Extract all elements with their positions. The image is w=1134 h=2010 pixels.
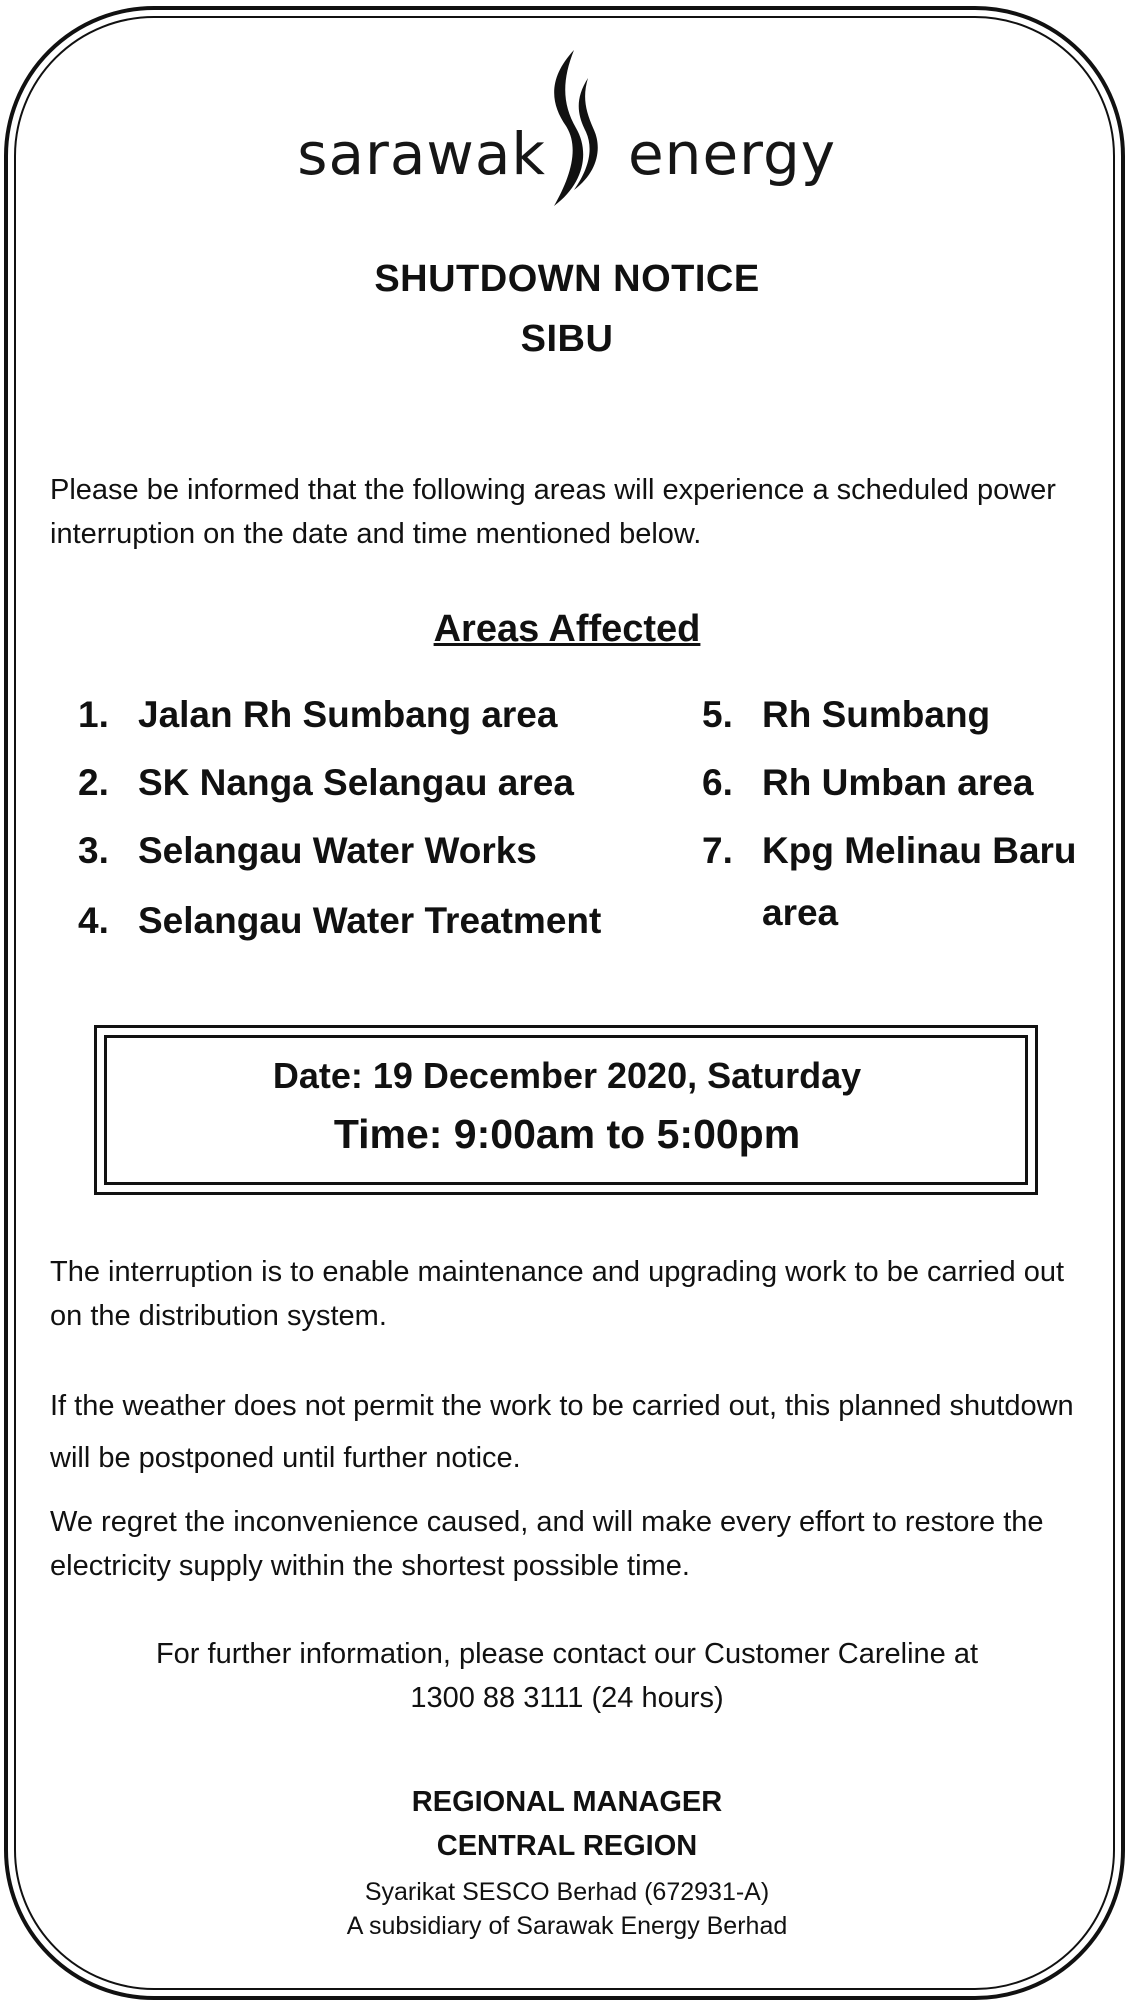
area-item-1: [78, 694, 557, 736]
areas-heading: Areas Affected: [433, 608, 701, 650]
area-item-5: [702, 694, 990, 736]
area-name: Selangau Water Works: [138, 830, 537, 871]
area-number: 3.: [78, 830, 109, 871]
logo-word-energy: energy: [628, 120, 837, 188]
notice-location: SIBU: [520, 318, 614, 360]
company-name: Syarikat SESCO Berhad (672931-A): [364, 1878, 770, 1906]
area-number: 2.: [78, 762, 109, 803]
area-name: Rh Umban area: [762, 762, 1034, 803]
area-name: Jalan Rh Sumbang area: [138, 694, 558, 735]
shutdown-time: Time: 9:00am to 5:00pm: [333, 1111, 801, 1157]
area-item-7-continuation: area: [762, 892, 839, 933]
area-number: 5.: [702, 694, 733, 735]
area-number: 7.: [702, 830, 733, 871]
notice-title: SHUTDOWN NOTICE: [374, 258, 760, 300]
area-name: SK Nanga Selangau area: [138, 762, 574, 803]
regret-paragraph: We regret the inconvenience caused, and will make every effort to restore the electricity supply within the shortest possible time.: [50, 1506, 1044, 1582]
logo-word-sarawak: sarawak: [297, 120, 546, 188]
flame-s-icon: [540, 48, 604, 208]
intro-paragraph: Please be informed that the following areas will experience a scheduled power interruption on the date and time mentioned below.: [50, 474, 1056, 550]
signatory-title: REGIONAL MANAGER: [411, 1786, 723, 1818]
brand-logo: [0, 48, 1134, 218]
area-item-2: [78, 762, 574, 804]
area-number: 6.: [702, 762, 733, 803]
shutdown-date: Date: 19 December 2020, Saturday: [272, 1055, 862, 1096]
area-item-7: [702, 830, 1077, 872]
area-name: Selangau Water Treatment: [138, 900, 602, 941]
area-item-6: [702, 762, 1033, 804]
contact-line: For further information, please contact our Customer Careline at: [155, 1638, 979, 1670]
area-item-3: [78, 830, 537, 872]
area-item-4: [78, 900, 601, 942]
area-number: 1.: [78, 694, 109, 735]
weather-paragraph: If the weather does not permit the work to be carried out, this planned shutdown will be postponed until further notice.: [50, 1390, 1074, 1474]
careline-number: 1300 88 3111 (24 hours): [410, 1682, 724, 1714]
area-name: Rh Sumbang: [762, 694, 991, 735]
reason-paragraph: The interruption is to enable maintenance and upgrading work to be carried out on the distribution system.: [50, 1256, 1065, 1332]
area-name: Kpg Melinau Baru: [762, 830, 1077, 871]
parent-company: A subsidiary of Sarawak Energy Berhad: [346, 1912, 788, 1940]
area-number: 4.: [78, 900, 109, 941]
signatory-region: CENTRAL REGION: [436, 1830, 698, 1862]
